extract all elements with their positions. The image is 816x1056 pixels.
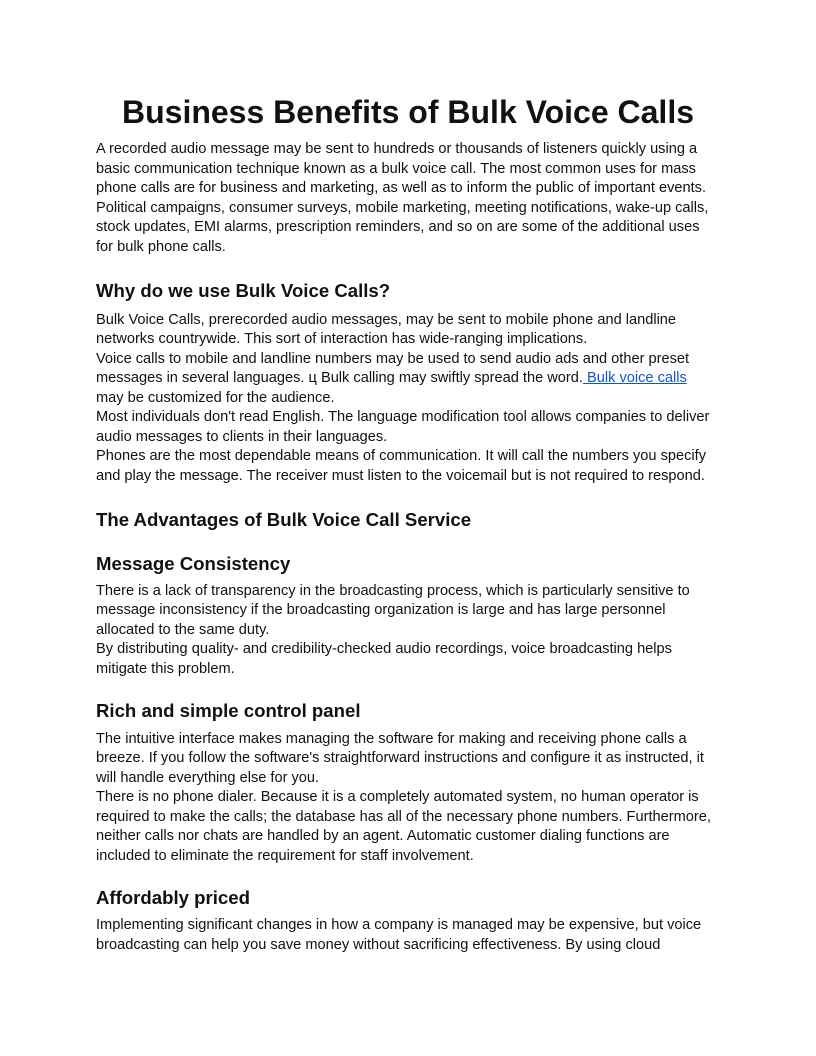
why-paragraph-1: Bulk Voice Calls, prerecorded audio messages, may be sent to mobile phone and landline networks countrywide. This sort of interaction has wide-ranging implications.	[96, 311, 677, 348]
page-title: Business Benefits of Bulk Voice Calls	[121, 94, 694, 130]
consistency-paragraph-2: By distributing quality- and credibility-checked audio recordings, voice broadcasting helps mitigate this problem.	[96, 641, 672, 677]
why-paragraph-4: Phones are the most dependable means of communication. It will call the numbers you specify and play the message. The receiver must listen to the voicemail but is not required to respond.	[96, 448, 707, 484]
consistency-paragraph-1: There is a lack of transparency in the broadcasting process, which is particularly sensitive to message inconsistency if the broadcasting organization is large and has large personnel allocated to the same duty.	[96, 582, 690, 638]
control-paragraph-1: The intuitive interface makes managing the software for making and receiving phone calls a breeze. If you follow the software's straightforward instructions and configure it as instructed, it will handle everything else for you.	[96, 730, 704, 786]
heading-affordably-priced: Affordably priced	[96, 887, 250, 909]
heading-control-panel: Rich and simple control panel	[96, 700, 361, 722]
bulk-voice-calls-link[interactable]: Bulk voice calls	[582, 370, 687, 387]
why-paragraph-2-text: Voice calls to mobile and landline numbers may be used to send audio ads and other preset messages in several languages. ц Bulk calling may swiftly spread the word.	[96, 350, 690, 387]
why-paragraph-3: Most individuals don't read English. The language modification tool allows companies to deliver audio messages to clients in their languages.	[96, 409, 710, 445]
pricing-paragraph-1: Implementing significant changes in how a company is managed may be expensive, but voice broadcasting can help you save money without sacrificing effectiveness. By using cloud	[96, 917, 702, 953]
intro-paragraph: A recorded audio message may be sent to hundreds or thousands of listeners quickly using a basic communication technique known as a bulk voice call. The most common uses for mass phone calls are for business and marketing, as well as to inform the public of important events. Political campaigns, consumer surveys, mobile marketing, meeting notifications, wake-up calls, stock updates, EMI alarms, prescription reminders, and so on are some of the additional uses for bulk phone calls.	[96, 141, 709, 255]
control-paragraph-2: There is no phone dialer. Because it is a completely automated system, no human operator is required to make the calls; the database has all of the necessary phone numbers. Furthermore, neither calls nor chats are handled by an agent. Automatic customer dialing functions are included to eliminate the requirement for staff involvement.	[96, 789, 711, 864]
heading-why-bulk-voice-calls: Why do we use Bulk Voice Calls?	[96, 280, 391, 302]
heading-advantages: The Advantages of Bulk Voice Call Service	[96, 509, 472, 531]
why-paragraph-2-tail: may be customized for the audience.	[96, 389, 335, 406]
why-paragraph-2	[96, 350, 720, 409]
heading-message-consistency: Message Consistency	[96, 552, 291, 574]
